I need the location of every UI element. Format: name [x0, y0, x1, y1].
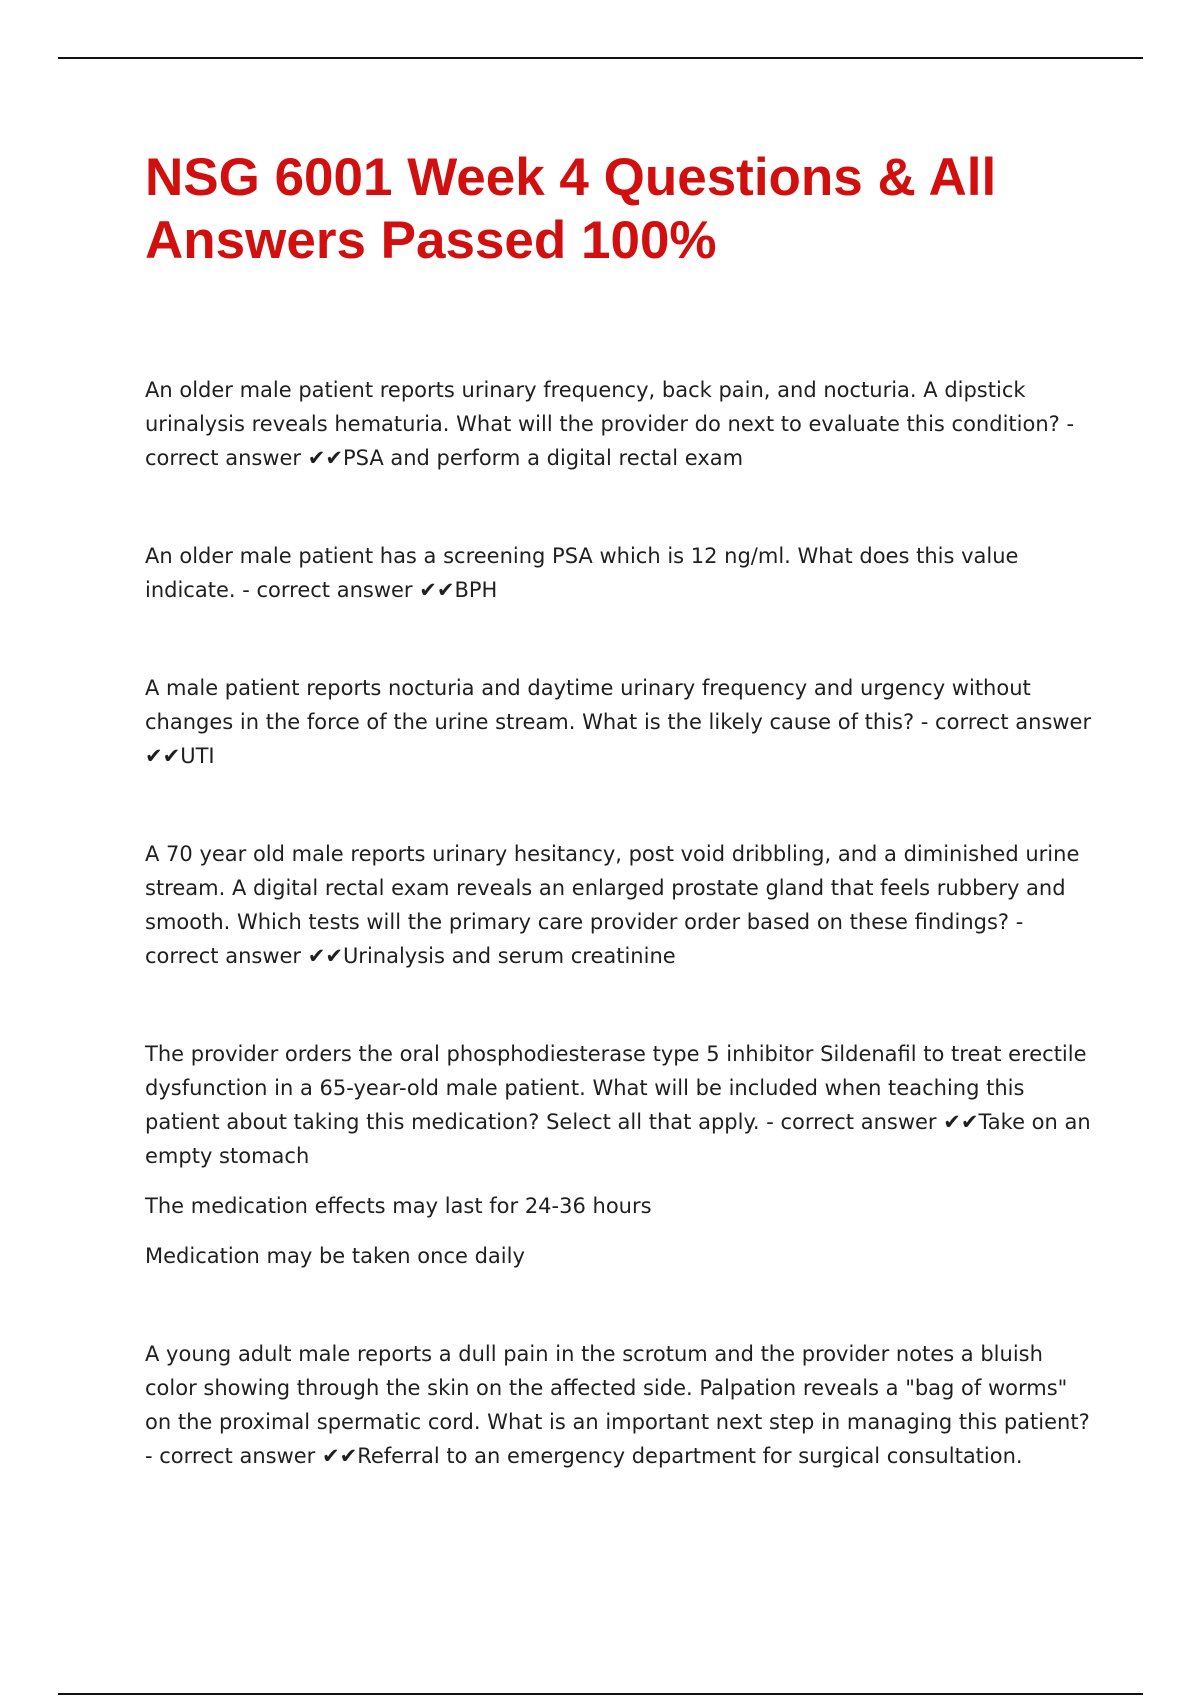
check-mark-icon: ✔✔ [307, 944, 343, 968]
answer-extra-line: Medication may be taken once daily [145, 1244, 525, 1268]
qa-main-line [145, 1037, 1095, 1173]
qa-item [145, 1337, 1095, 1473]
qa-list [145, 373, 1095, 1473]
answer-separator: - correct answer [914, 710, 1092, 734]
page-title: NSG 6001 Week 4 Questions & All Answers Passed 100% [145, 148, 997, 270]
question-text: A young adult male reports a dull pain in the scrotum and the provider notes a bluish color showing through the skin on the affected side. Palpation reveals a "bag of worms" on the proximal spermatic cord. What is an important next step in managing this patient? [145, 1342, 1090, 1434]
question-text: A male patient reports nocturia and daytime urinary frequency and urgency without changes in the force of the urine stream. What is the likely cause of this? [145, 676, 1031, 734]
answer-text: PSA and perform a digital rectal exam [342, 446, 744, 470]
answer-text: BPH [454, 578, 498, 602]
question-text: An older male patient has a screening PSA which is 12 ng/ml. What does this value indicate. [145, 544, 1019, 602]
bottom-rule [58, 1693, 1143, 1695]
question-text: The provider orders the oral phosphodiesterase type 5 inhibitor Sildenafil to treat erectile dysfunction in a 65-year-old male patient. What will be included when teaching this patient about taking this medication? Select all that apply. [145, 1042, 1087, 1134]
answer-extra-line: The medication effects may last for 24-36 hours [145, 1194, 652, 1218]
answer-separator: - correct answer [145, 412, 1075, 470]
qa-item [145, 837, 1095, 973]
question-text: A 70 year old male reports urinary hesitancy, post void dribbling, and a diminished urine stream. A digital rectal exam reveals an enlarged prostate gland that feels rubbery and smooth. Which tests will the primary care provider order based on these findings? [145, 842, 1080, 934]
top-rule [58, 57, 1143, 59]
check-mark-icon: ✔✔ [943, 1110, 979, 1134]
question-text: An older male patient reports urinary frequency, back pain, and nocturia. A dipstick urinalysis reveals hematuria. What will the provider do next to evaluate this condition? [145, 378, 1060, 436]
answer-separator: - correct answer [145, 1444, 322, 1468]
answer-separator: - correct answer [235, 578, 420, 602]
answer-text: Take on an empty stomach [145, 1110, 1091, 1168]
qa-item [145, 539, 1095, 607]
answer-separator: - correct answer [145, 910, 1024, 968]
qa-item [145, 1037, 1095, 1273]
answer-text: Referral to an emergency department for surgical consultation. [357, 1444, 1023, 1468]
answer-separator: - correct answer [759, 1110, 944, 1134]
qa-item [145, 373, 1095, 475]
check-mark-icon: ✔✔ [307, 446, 343, 470]
check-mark-icon: ✔✔ [419, 578, 455, 602]
qa-item [145, 671, 1095, 773]
check-mark-icon: ✔✔ [145, 744, 181, 768]
answer-text: UTI [180, 744, 215, 768]
answer-text: Urinalysis and serum creatinine [342, 944, 676, 968]
check-mark-icon: ✔✔ [321, 1444, 358, 1468]
